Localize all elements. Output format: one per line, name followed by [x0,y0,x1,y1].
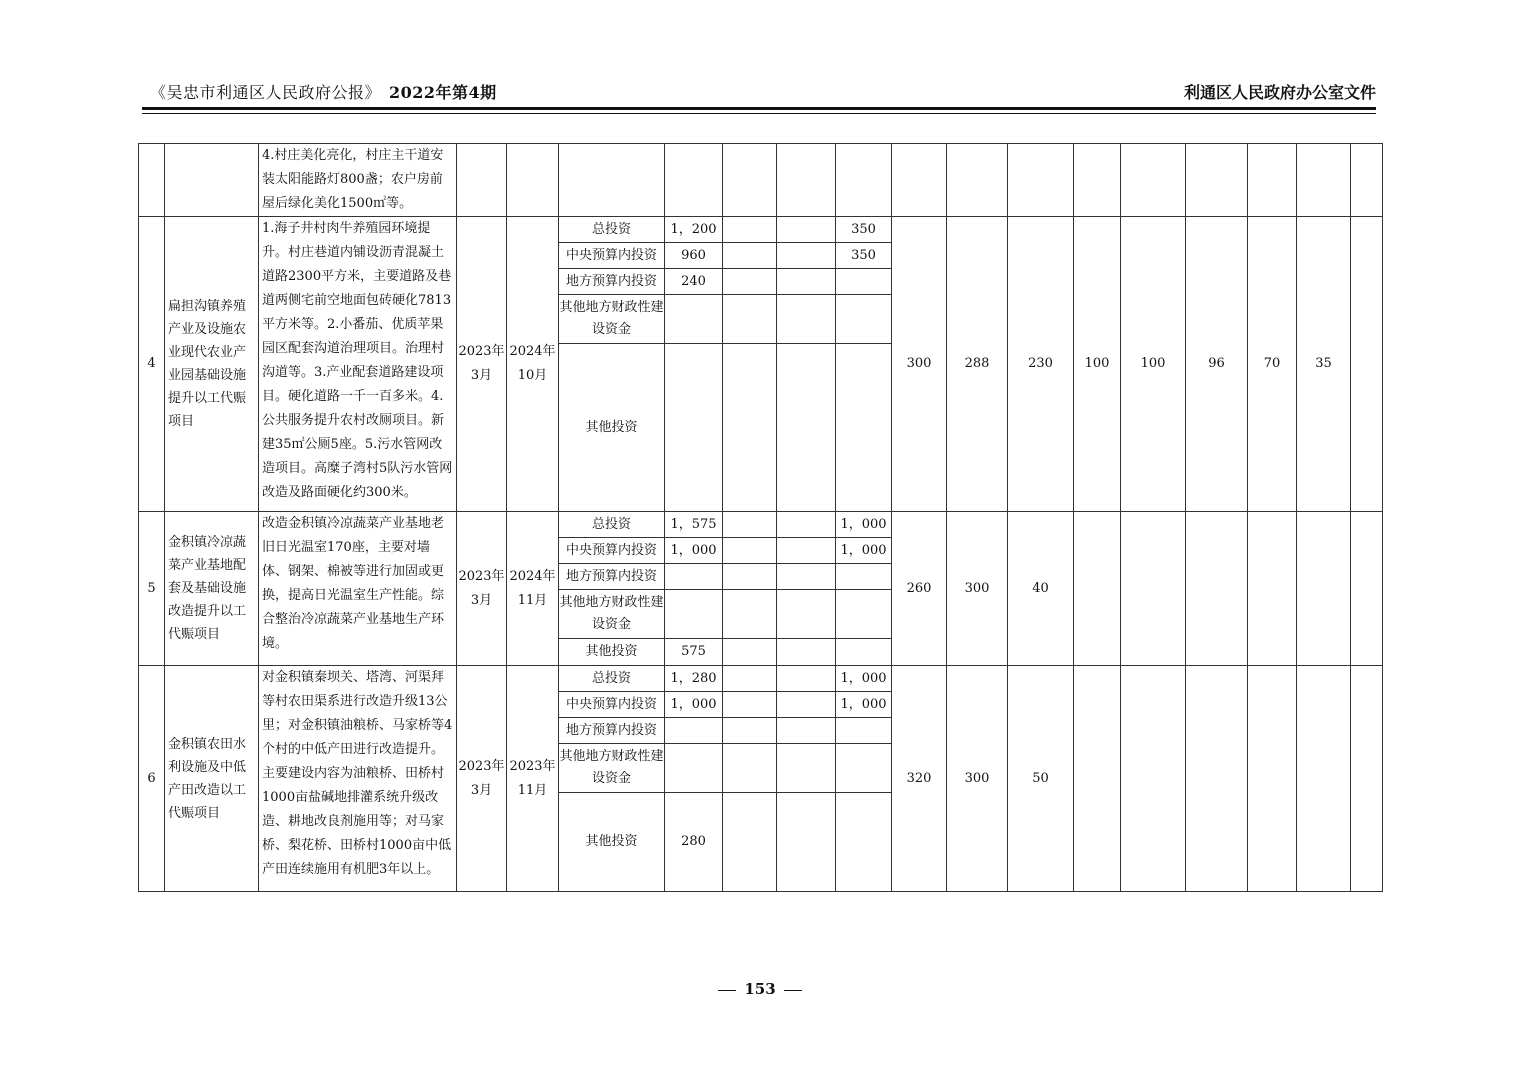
cell-c3 [723,564,777,590]
cell-start: 2023年3月 [457,217,507,512]
cell-stat [1186,144,1248,217]
cell-c4 [777,217,836,243]
cell-c4 [777,269,836,295]
cell-c4 [777,512,836,538]
cell-amount: 1，000 [665,538,723,564]
page-footer [0,980,1520,998]
cell-c3 [723,718,777,744]
cell-desc: 对金积镇秦坝关、塔湾、河渠拜等村农田渠系进行改造升级13公里；对金积镇油粮桥、马家桥等4个村的中低产田进行改造提升。主要建设内容为油粮桥、田桥村1000亩盐碱地排灌系统升级改造、耕地改良剂施用等；对马家桥、梨花桥、田桥村1000亩中低产田连续施用有机肥3年以上。 [259,666,457,892]
cell-c4 [777,639,836,666]
cell-c5 [836,744,892,793]
cell-c4 [777,744,836,793]
cell-c3 [723,666,777,692]
cell-stat: 100 [1074,217,1121,512]
office-title: 利通区人民政府办公室文件 [1183,83,1376,102]
cell-stat: 230 [1008,217,1074,512]
cell-stat [1248,666,1297,892]
cell-start: 2023年3月 [457,512,507,666]
cell-c3 [723,269,777,295]
cell-stat [1186,666,1248,892]
cell-stat [1351,144,1383,217]
table-row [139,512,1383,538]
cell-stat [1248,144,1297,217]
cell-c5 [836,639,892,666]
cell-c4 [777,243,836,269]
cell-c4 [777,295,836,344]
cell-amount [665,144,723,217]
footer-dash [784,990,802,991]
cell-stat: 288 [947,217,1008,512]
cell-c3 [723,243,777,269]
header-rule-thin [142,113,1376,114]
cell-amount: 1，280 [665,666,723,692]
cell-stat [1297,512,1351,666]
cell-stat: 300 [892,217,947,512]
cell-amount: 1，000 [665,692,723,718]
cell-fund-label: 其他投资 [559,344,665,512]
cell-c5: 1，000 [836,512,892,538]
cell-c5: 350 [836,217,892,243]
cell-fund-label: 地方预算内投资 [559,718,665,744]
cell-desc: 改造金积镇冷凉蔬菜产业基地老旧日光温室170座，主要对墙体、钢架、棉被等进行加固或更换，提高日光温室生产性能。综合整治冷凉蔬菜产业基地生产环境。 [259,512,457,666]
cell-stat: 320 [892,666,947,892]
cell-amount: 280 [665,793,723,892]
cell-c4 [777,666,836,692]
cell-amount [665,344,723,512]
cell-amount: 575 [665,639,723,666]
cell-c4 [777,718,836,744]
cell-no: 5 [139,512,165,666]
cell-c5 [836,564,892,590]
cell-fund-label: 其他地方财政性建设资金 [559,295,665,344]
cell-start: 2023年3月 [457,666,507,892]
cell-end: 2024年11月 [507,512,559,666]
cell-stat [1074,144,1121,217]
cell-stat: 70 [1248,217,1297,512]
cell-c3 [723,344,777,512]
cell-desc: 4.村庄美化亮化，村庄主干道安装太阳能路灯800盏；农户房前屋后绿化美化1500㎡等。 [259,144,457,217]
cell-amount [665,718,723,744]
cell-amount [665,564,723,590]
table-body [139,144,1383,892]
cell-c5 [836,144,892,217]
cell-name: 扁担沟镇养殖产业及设施农业现代农业产业园基础设施提升以工代赈项目 [165,217,259,512]
cell-end: 2024年10月 [507,217,559,512]
cell-c5: 350 [836,243,892,269]
cell-name: 金积镇冷凉蔬菜产业基地配套及基础设施改造提升以工代赈项目 [165,512,259,666]
cell-c4 [777,692,836,718]
cell-c5: 1，000 [836,538,892,564]
cell-amount: 960 [665,243,723,269]
cell-stat [1351,217,1383,512]
cell-stat: 260 [892,512,947,666]
cell-fund-label: 总投资 [559,512,665,538]
cell-c4 [777,793,836,892]
cell-stat [1351,666,1383,892]
cell-fund-label: 其他地方财政性建设资金 [559,590,665,639]
cell-stat: 35 [1297,217,1351,512]
cell-name [165,144,259,217]
cell-fund-label: 中央预算内投资 [559,538,665,564]
cell-c4 [777,538,836,564]
cell-stat [1121,512,1186,666]
cell-c3 [723,217,777,243]
cell-amount: 1，200 [665,217,723,243]
cell-stat [1074,512,1121,666]
cell-c5: 1，000 [836,666,892,692]
cell-fund-label: 其他投资 [559,639,665,666]
cell-c4 [777,590,836,639]
cell-c5 [836,269,892,295]
cell-stat [1351,512,1383,666]
cell-c3 [723,793,777,892]
header-rule-thick [142,107,1376,110]
cell-amount [665,295,723,344]
cell-fund-label: 地方预算内投资 [559,269,665,295]
cell-amount: 1，575 [665,512,723,538]
cell-c3 [723,538,777,564]
cell-c5 [836,718,892,744]
cell-no: 6 [139,666,165,892]
cell-stat: 50 [1008,666,1074,892]
cell-c3 [723,295,777,344]
cell-stat [892,144,947,217]
cell-stat [1297,144,1351,217]
cell-no: 4 [139,217,165,512]
cell-c5 [836,344,892,512]
page-number: 153 [744,980,776,998]
cell-stat [1074,666,1121,892]
cell-fund-label: 其他地方财政性建设资金 [559,744,665,793]
cell-stat [1121,144,1186,217]
cell-no [139,144,165,217]
cell-c5: 1，000 [836,692,892,718]
cell-amount: 240 [665,269,723,295]
cell-end: 2023年11月 [507,666,559,892]
cell-fund-label: 中央预算内投资 [559,692,665,718]
cell-stat: 300 [947,512,1008,666]
cell-amount [665,590,723,639]
cell-stat [1121,666,1186,892]
cell-fund-label [559,144,665,217]
cell-name: 金积镇农田水利设施及中低产田改造以工代赈项目 [165,666,259,892]
cell-c3 [723,744,777,793]
cell-c5 [836,793,892,892]
cell-fund-label: 中央预算内投资 [559,243,665,269]
publication-title: 《吴忠市利通区人民政府公报》 [150,83,382,102]
cell-c4 [777,564,836,590]
cell-c3 [723,144,777,217]
cell-c4 [777,344,836,512]
cell-fund-label: 总投资 [559,666,665,692]
cell-fund-label: 地方预算内投资 [559,564,665,590]
cell-stat: 96 [1186,217,1248,512]
cell-stat [1186,512,1248,666]
publication-header [150,80,497,103]
table-row [139,217,1383,243]
cell-stat: 300 [947,666,1008,892]
cell-stat [1297,666,1351,892]
cell-c5 [836,295,892,344]
cell-c3 [723,512,777,538]
cell-c4 [777,144,836,217]
cell-fund-label: 总投资 [559,217,665,243]
cell-stat [1008,144,1074,217]
cell-start [457,144,507,217]
cell-c3 [723,639,777,666]
cell-end [507,144,559,217]
cell-desc: 1.海子井村肉牛养殖园环境提升。村庄巷道内铺设沥青混凝土道路2300平方米，主要道路及巷道两侧宅前空地面包砖硬化7813平方米等。2.小番茄、优质苹果园区配套沟道治理项目。治理村沟道等。3.产业配套道路建设项目。硬化道路一千一百多米。4.公共服务提升农村改厕项目。新建35㎡公厕5座。5.污水管网改造项目。高糜子湾村5队污水管网改造及路面硬化约300米。 [259,217,457,512]
cell-amount [665,744,723,793]
cell-c5 [836,590,892,639]
footer-dash [718,990,736,991]
table-row [139,666,1383,692]
cell-c3 [723,692,777,718]
table-row [139,144,1383,217]
cell-stat [947,144,1008,217]
cell-stat: 100 [1121,217,1186,512]
cell-c3 [723,590,777,639]
cell-fund-label: 其他投资 [559,793,665,892]
project-table [138,143,1383,892]
cell-stat [1248,512,1297,666]
cell-stat: 40 [1008,512,1074,666]
issue-label: 2022年第4期 [389,83,497,102]
